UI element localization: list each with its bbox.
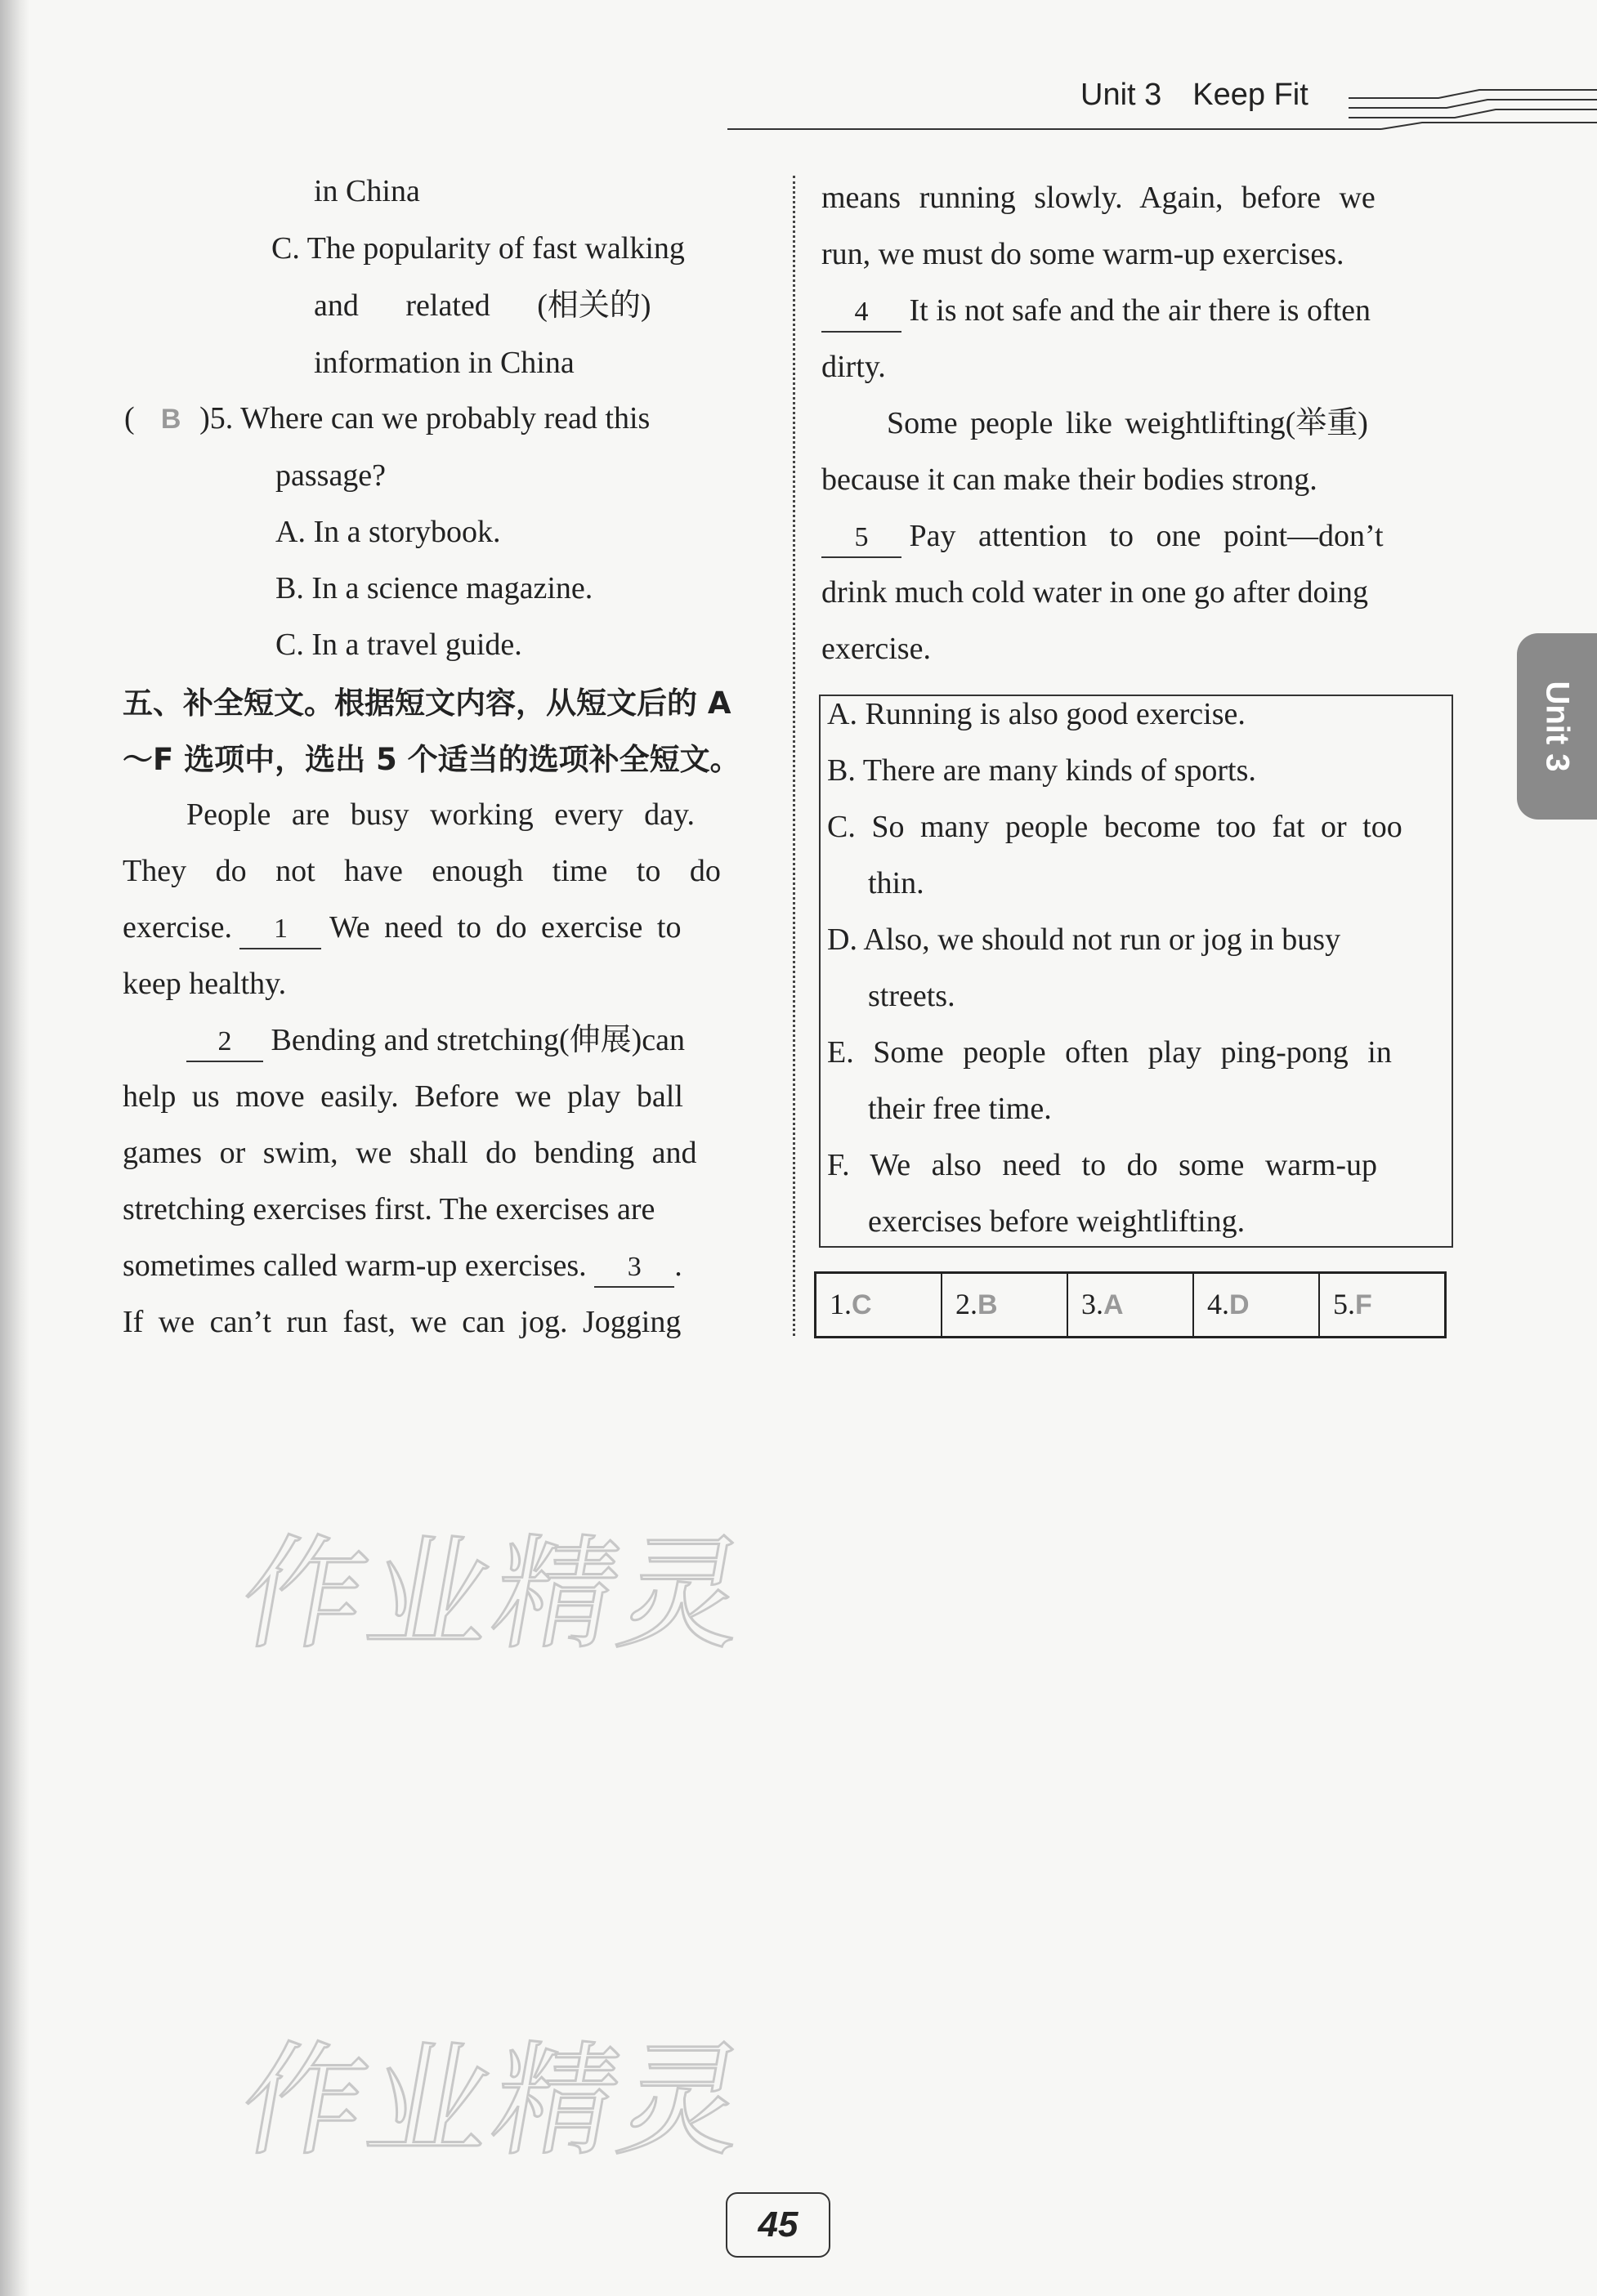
passage-p2-line6: If we can’t run fast, we can jog. Jogging xyxy=(123,1305,682,1339)
passage-p2-line5-pre: sometimes called warm-up exercises. xyxy=(123,1249,587,1283)
right-p3-line4: drink much cold water in one go after doing xyxy=(821,575,1369,610)
option-c-line2: thin. xyxy=(868,866,924,900)
option-a-text: Running is also good exercise. xyxy=(865,697,1246,731)
blank-2: 2 xyxy=(186,1023,263,1062)
question-5 xyxy=(124,391,650,448)
q5-stem-line2: passage? xyxy=(275,458,387,493)
option-a-label: A. xyxy=(827,697,857,731)
passage-p2-line5 xyxy=(123,1238,682,1294)
blank-1: 1 xyxy=(239,910,321,949)
section-heading-line2: ～F 选项中，选出 5 个适当的选项补全短文。 xyxy=(123,742,740,777)
passage-p1-line2: They do not have enough time to do xyxy=(123,854,721,888)
option-f-label: F. xyxy=(827,1148,850,1182)
answer-cell-2 xyxy=(942,1274,1068,1336)
answer-cell-5 xyxy=(1320,1274,1444,1336)
passage-p2-line3: games or swim, we shall do bending and xyxy=(123,1136,697,1170)
unit-side-tab xyxy=(1517,633,1597,820)
answer-cell-3 xyxy=(1068,1274,1194,1336)
option-b xyxy=(827,743,1256,799)
q5-stem-line1: )5. Where can we probably read this xyxy=(199,401,651,436)
right-line3 xyxy=(821,283,1371,339)
watermark-upper: 作业精灵 xyxy=(230,1524,759,1666)
answer-cell-1 xyxy=(816,1274,942,1336)
answer-num: 2. xyxy=(955,1288,977,1320)
option-b-text: There are many kinds of sports. xyxy=(862,753,1256,788)
header-rule xyxy=(727,74,1597,139)
passage-p1-line3-post: We need to do exercise to xyxy=(329,910,682,945)
answer-num: 3. xyxy=(1081,1288,1103,1320)
passage-p2-line1-post: Bending and stretching(伸展)can xyxy=(271,1023,686,1057)
blank-3: 3 xyxy=(594,1249,674,1288)
header-title: Keep Fit xyxy=(1192,78,1308,112)
right-line1: means running slowly. Again, before we xyxy=(821,181,1376,215)
option-e-label: E. xyxy=(827,1035,854,1070)
passage-p1-line3-pre: exercise. xyxy=(123,910,232,945)
option-d-label: D. xyxy=(827,922,857,957)
answer-letter: F xyxy=(1355,1289,1372,1320)
option-c-label: C. xyxy=(827,810,856,844)
q5-answer: B xyxy=(160,404,181,435)
passage-p2-line4: stretching exercises first. The exercises are xyxy=(123,1192,655,1226)
header-unit: Unit 3 xyxy=(1080,78,1162,112)
passage-p1-line1: People are busy working every day. xyxy=(186,797,696,832)
unit-side-tab-label: Unit 3 xyxy=(1539,681,1576,772)
section-heading-line1: 五、补全短文。根据短文内容，从短文后的 A xyxy=(123,686,731,721)
option-e xyxy=(827,1025,1392,1081)
answer-table xyxy=(814,1271,1447,1338)
answer-num: 1. xyxy=(830,1288,852,1320)
answer-letter: C xyxy=(852,1289,872,1320)
page-binding-shadow xyxy=(0,0,29,2296)
option-c xyxy=(827,799,1402,855)
passage-p1-line4: keep healthy. xyxy=(123,967,287,1001)
option-e-line2: their free time. xyxy=(868,1092,1052,1126)
answer-num: 4. xyxy=(1207,1288,1229,1320)
q4-option-c-line3: information in China xyxy=(314,346,575,380)
answer-letter: D xyxy=(1229,1289,1250,1320)
q4-tail: in China xyxy=(314,174,420,208)
passage-p2-line1 xyxy=(186,1012,685,1069)
q5-option-b: B. In a science magazine. xyxy=(275,571,593,605)
q5-option-a: A. In a storybook. xyxy=(275,515,501,549)
option-f-line2: exercises before weightlifting. xyxy=(868,1204,1246,1239)
option-e-text: Some people often play ping-pong in xyxy=(873,1035,1392,1070)
option-d xyxy=(827,912,1340,968)
answer-letter: A xyxy=(1103,1289,1124,1320)
option-f xyxy=(827,1137,1377,1194)
option-c-text: So many people become too fat or too xyxy=(871,810,1402,844)
answer-num: 5. xyxy=(1333,1288,1355,1320)
right-p3-line2: because it can make their bodies strong. xyxy=(821,462,1317,497)
passage-p2-line2: help us move easily. Before we play ball xyxy=(123,1079,683,1114)
option-b-label: B. xyxy=(827,753,856,788)
watermark-lower: 作业精灵 xyxy=(230,2030,759,2173)
right-p3-line5: exercise. xyxy=(821,632,931,666)
column-divider xyxy=(793,176,795,1336)
q4-option-c-line1: C. The popularity of fast walking xyxy=(271,231,685,266)
right-p3-line1: Some people like weightlifting(举重) xyxy=(887,406,1368,440)
right-line4: dirty. xyxy=(821,350,886,384)
q5-option-c: C. In a travel guide. xyxy=(275,628,522,662)
q5-open-paren: ( xyxy=(124,401,135,436)
option-d-text: Also, we should not run or jog in busy xyxy=(863,922,1341,957)
passage-p2-line5-post: . xyxy=(674,1249,682,1283)
right-p3-line3-post: Pay attention to one point—don’t xyxy=(909,519,1384,553)
option-a xyxy=(827,686,1246,743)
answer-letter: B xyxy=(977,1289,998,1320)
option-d-line2: streets. xyxy=(868,979,955,1013)
page-number: 45 xyxy=(726,2192,830,2258)
blank-5: 5 xyxy=(821,519,901,558)
q4-option-c-line2: and related (相关的) xyxy=(314,288,651,323)
answer-cell-4 xyxy=(1194,1274,1320,1336)
right-line2: run, we must do some warm-up exercises. xyxy=(821,237,1344,271)
passage-p1-line3 xyxy=(123,900,681,956)
blank-4: 4 xyxy=(821,293,901,333)
right-line3-post: It is not safe and the air there is often xyxy=(909,293,1371,328)
right-p3-line3 xyxy=(821,508,1384,565)
option-f-text: We also need to do some warm-up xyxy=(870,1148,1377,1182)
